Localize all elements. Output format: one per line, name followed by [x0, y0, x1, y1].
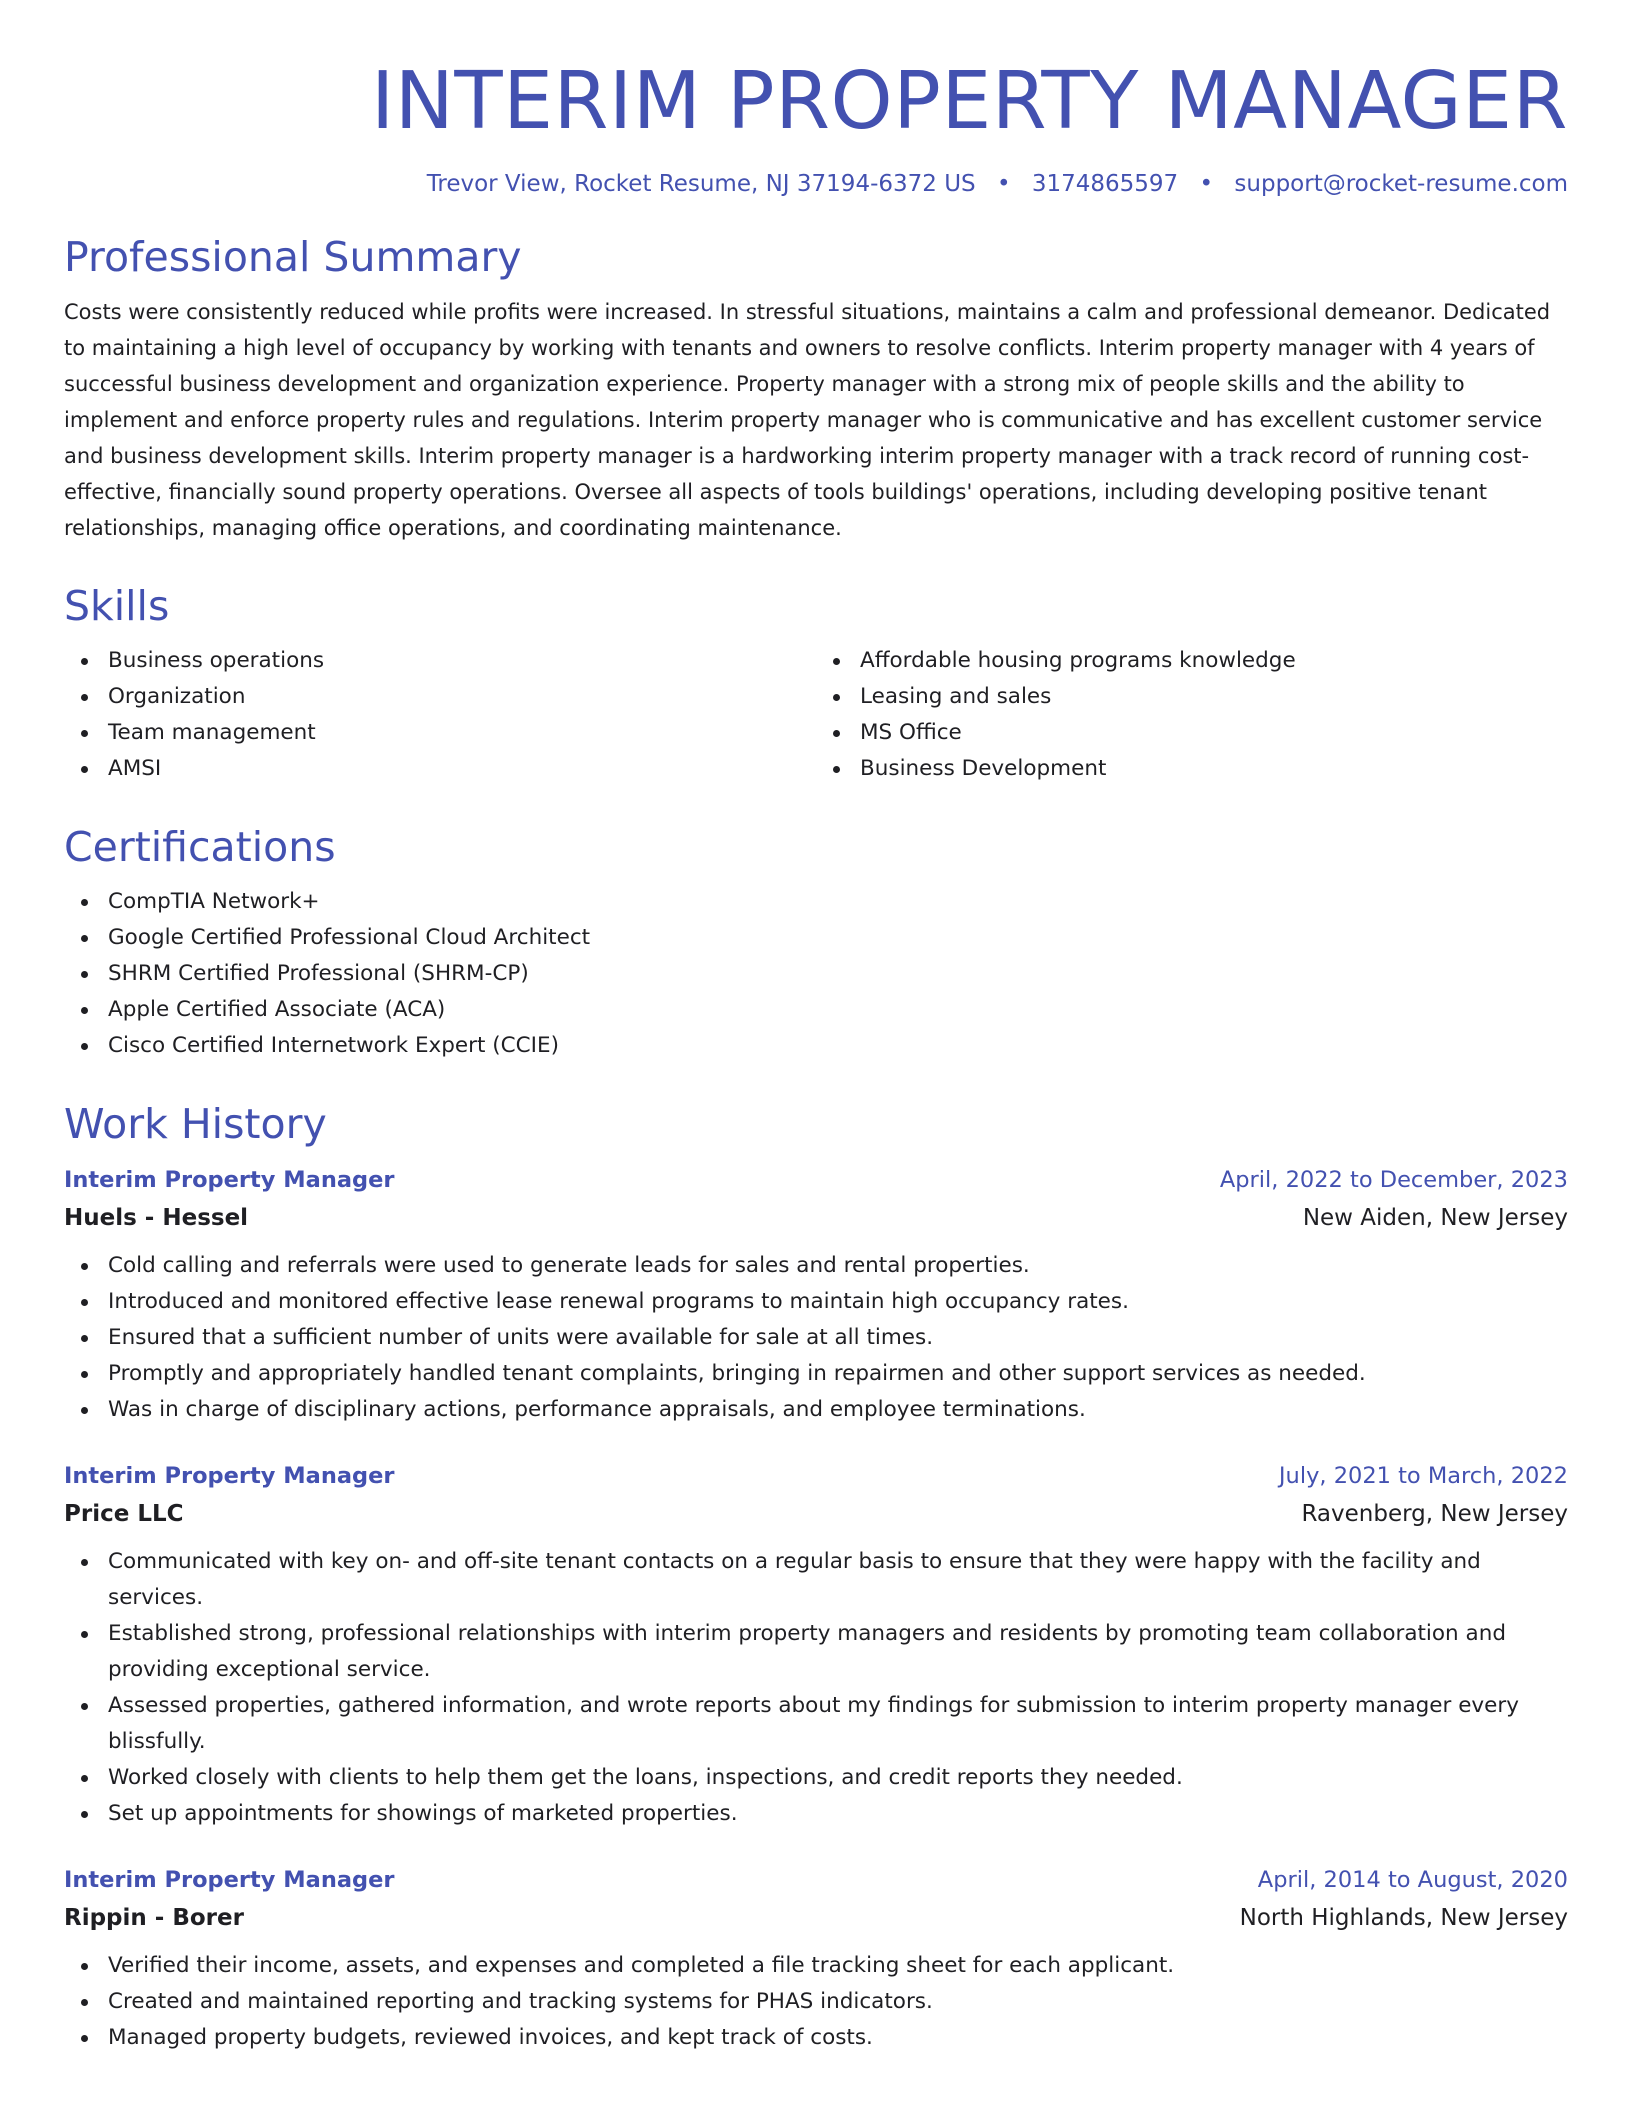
contact-email[interactable]: support@rocket-resume.com — [1234, 170, 1568, 197]
skill-item: Affordable housing programs knowledge — [860, 643, 1568, 679]
skill-item: Business operations — [108, 643, 816, 679]
contact-separator: • — [996, 170, 1011, 197]
skills-column-left — [64, 643, 816, 787]
contact-address: Trevor View, Rocket Resume, NJ 37194-6372 US — [426, 170, 976, 197]
job-company: Huels - Hessel — [64, 1204, 249, 1231]
job-company-row — [64, 1494, 1568, 1534]
work-history-heading: Work History — [64, 1100, 327, 1149]
skills-section — [64, 582, 1568, 787]
job-bullet: Ensured that a sufficient number of units were available for sale at all times. — [108, 1320, 1568, 1356]
skill-item: Business Development — [860, 751, 1568, 787]
job-entry — [64, 1458, 1568, 1832]
job-location: New Aiden, New Jersey — [1302, 1204, 1568, 1231]
skills-column-right — [816, 643, 1568, 787]
job-bullet: Managed property budgets, reviewed invoices, and kept track of costs. — [108, 2020, 1568, 2056]
summary-text: Costs were consistently reduced while profits were increased. In stressful situations, maintains a calm and professional demeanor. Dedicated to maintaining a high level of occupancy by working with tenants and owners to resolve conflicts. Interim property manager with 4 years of successful business development and organization experience. Property manager with a strong mix of people skills and the ability to implement and enforce property rules and regulations. Interim property manager who is communicative and has excellent customer service and business development skills. Interim property manager is a hardworking interim property manager with a track record of running cost-effective, financially sound property operations. Oversee all aspects of tools buildings' operations, including developing positive tenant relationships, managing office operations, and coordinating maintenance. — [64, 300, 1551, 541]
job-title: Interim Property Manager — [64, 1166, 395, 1193]
job-bullet: Established strong, professional relationships with interim property managers and residents by promoting team collaboration and providing exceptional service. — [108, 1616, 1568, 1688]
certification-item: SHRM Certified Professional (SHRM-CP) — [108, 956, 1568, 992]
job-title: Interim Property Manager — [64, 1866, 395, 1893]
job-bullets — [64, 1248, 1568, 1428]
job-bullets — [64, 1544, 1568, 1832]
job-location: Ravenberg, New Jersey — [1301, 1500, 1568, 1527]
job-title-row — [64, 1862, 1568, 1898]
summary-section — [64, 233, 1568, 546]
contact-phone: 3174865597 — [1031, 170, 1179, 197]
skill-item: Organization — [108, 679, 816, 715]
skills-heading: Skills — [64, 582, 170, 631]
skill-item: Team management — [108, 715, 816, 751]
summary-heading: Professional Summary — [64, 232, 522, 281]
job-title-row — [64, 1458, 1568, 1494]
certifications-section — [64, 823, 1568, 1064]
job-bullet: Promptly and appropriately handled tenant complaints, bringing in repairmen and other support services as needed. — [108, 1356, 1568, 1392]
job-dates: April, 2022 to December, 2023 — [1219, 1166, 1568, 1193]
job-dates: April, 2014 to August, 2020 — [1257, 1866, 1568, 1893]
job-bullet: Set up appointments for showings of marketed properties. — [108, 1796, 1568, 1832]
skills-grid — [64, 643, 1568, 787]
job-title: Interim Property Manager — [64, 1462, 395, 1489]
job-bullet: Verified their income, assets, and expenses and completed a file tracking sheet for each applicant. — [108, 1948, 1568, 1984]
job-title-row — [64, 1162, 1568, 1198]
job-bullets — [64, 1948, 1568, 2056]
job-bullet: Created and maintained reporting and tracking systems for PHAS indicators. — [108, 1984, 1568, 2020]
skill-item: Leasing and sales — [860, 679, 1568, 715]
certification-item: CompTIA Network+ — [108, 884, 1568, 920]
job-location: North Highlands, New Jersey — [1239, 1904, 1568, 1931]
job-bullet: Cold calling and referrals were used to generate leads for sales and rental properties. — [108, 1248, 1568, 1284]
certifications-list — [64, 884, 1568, 1064]
job-bullet: Assessed properties, gathered information, and wrote reports about my findings for submission to interim property manager every blissfully. — [108, 1688, 1568, 1760]
contact-separator: • — [1199, 170, 1214, 197]
job-bullet: Introduced and monitored effective lease renewal programs to maintain high occupancy rates. — [108, 1284, 1568, 1320]
resume-title: INTERIM PROPERTY MANAGER — [370, 55, 1568, 147]
job-company-row — [64, 1198, 1568, 1238]
certification-item: Apple Certified Associate (ACA) — [108, 992, 1568, 1028]
job-entry — [64, 1162, 1568, 1428]
work-history-section — [64, 1100, 1568, 2055]
resume-header — [64, 55, 1568, 197]
job-bullet: Was in charge of disciplinary actions, performance appraisals, and employee terminations. — [108, 1392, 1568, 1428]
certification-item: Google Certified Professional Cloud Architect — [108, 920, 1568, 956]
skills-list-left — [64, 643, 816, 787]
skills-list-right — [816, 643, 1568, 787]
certification-item: Cisco Certified Internetwork Expert (CCIE) — [108, 1028, 1568, 1064]
job-company: Price LLC — [64, 1500, 184, 1527]
contact-line — [64, 171, 1568, 197]
job-company-row — [64, 1898, 1568, 1938]
skill-item: MS Office — [860, 715, 1568, 751]
skill-item: AMSI — [108, 751, 816, 787]
job-bullet: Worked closely with clients to help them get the loans, inspections, and credit reports they needed. — [108, 1760, 1568, 1796]
job-entry — [64, 1862, 1568, 2056]
job-dates: July, 2021 to March, 2022 — [1278, 1462, 1568, 1489]
job-company: Rippin - Borer — [64, 1904, 244, 1931]
certifications-heading: Certifications — [64, 823, 336, 872]
job-bullet: Communicated with key on- and off-site tenant contacts on a regular basis to ensure that they were happy with the facility and services. — [108, 1544, 1568, 1616]
